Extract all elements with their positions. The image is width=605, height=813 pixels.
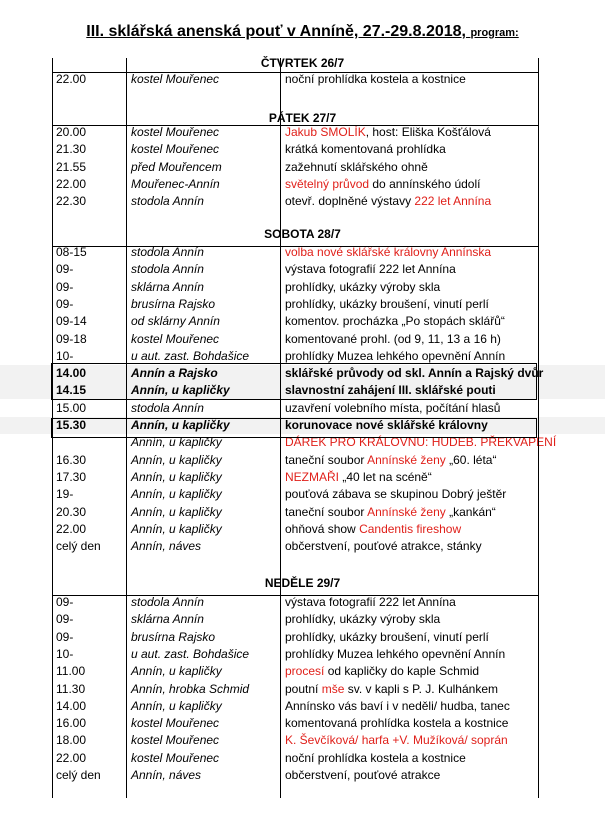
event-text: do annínského údolí [369, 176, 481, 191]
row-event [285, 504, 496, 521]
row-event [285, 486, 506, 503]
row-place: kostel Mouřenec [131, 72, 220, 86]
row-event [285, 331, 501, 348]
row-time: 15.00 [56, 400, 87, 415]
event-text: otevř. doplněné výstavy [285, 194, 415, 209]
row-event [285, 71, 466, 88]
schedule-row [0, 594, 605, 611]
row-event [285, 611, 440, 628]
row-event [285, 261, 456, 278]
event-highlight-text: NEZMAŘI [285, 469, 339, 484]
row-time: 10- [56, 646, 74, 661]
document-title [0, 23, 605, 41]
row-place: Annín, u kapličky [131, 698, 222, 713]
schedule-row [0, 732, 605, 749]
row-place: Annín, náves [131, 539, 202, 554]
event-text: uzavření volebního místa, počítání hlasů [285, 400, 501, 415]
event-text: „60. léta“ [445, 452, 497, 467]
schedule-row [0, 715, 605, 732]
row-event [285, 124, 491, 141]
schedule-row [0, 124, 605, 141]
schedule-row [0, 176, 605, 193]
row-place: sklárna Annín [131, 279, 204, 294]
event-highlight-text: volba nové sklářské královny Annínska [285, 245, 492, 259]
schedule-row [0, 296, 605, 313]
event-highlight-text: K. Ševčíková/ harfa +V. Mužíková/ soprán [285, 733, 508, 748]
separator-line [52, 246, 538, 247]
event-text: občerstvení, pouťové atrakce, stánky [285, 539, 482, 554]
row-time: 22.00 [56, 176, 87, 191]
event-highlight-text: Jakub SMOLÍK [285, 125, 366, 139]
row-time: 19- [56, 487, 74, 502]
separator-line [52, 595, 538, 596]
row-time: 14.00 [56, 698, 87, 713]
event-text: prohlídky, ukázky broušení, vinutí perlí [285, 296, 489, 311]
row-place: stodola Annín [131, 194, 204, 209]
event-text: poutní [285, 681, 322, 696]
schedule-row [0, 452, 605, 469]
row-place: kostel Mouřenec [131, 142, 220, 157]
row-place: Annín, u kapličky [131, 452, 222, 467]
event-highlight-text: DÁREK PRO KRÁLOVNU: HUDEB. PŘEKVAPENÍ [285, 435, 557, 450]
day-heading: ČTVRTEK 26/7 [260, 56, 345, 70]
row-event [285, 296, 489, 313]
schedule-row [0, 469, 605, 486]
row-time: 09- [56, 296, 74, 311]
event-highlight-text: mše [321, 681, 345, 696]
schedule-row [0, 279, 605, 296]
row-event [285, 141, 446, 158]
schedule-row [0, 159, 605, 176]
row-time: 09- [56, 629, 74, 644]
schedule-row [0, 767, 605, 784]
row-time: 09- [56, 279, 74, 294]
event-highlight-text: Annínské ženy [367, 504, 446, 519]
event-text: od kapličky do kaple Schmid [324, 664, 480, 679]
row-place: u aut. zast. Bohdašice [131, 646, 250, 661]
row-place: u aut. zast. Bohdašice [131, 348, 250, 363]
day-heading: SOBOTA 28/7 [264, 227, 341, 241]
row-place: kostel Mouřenec [131, 733, 220, 748]
row-time: celý den [56, 539, 101, 554]
row-event [285, 646, 505, 663]
event-text: pouťová zábava se skupinou Dobrý ještěr [285, 487, 507, 502]
row-event [285, 400, 500, 417]
row-place: Annín, u kapličky [131, 664, 222, 679]
row-place: Annín, u kapličky [131, 487, 222, 502]
title-suffix: program: [470, 27, 519, 39]
row-time: 09- [56, 612, 74, 627]
event-text: „40 let na scéně“ [339, 469, 432, 484]
row-event [285, 715, 508, 732]
event-highlight-text: Annínské ženy [367, 452, 446, 467]
row-place: před Mouřencem [131, 159, 222, 174]
schedule-row [0, 486, 605, 503]
row-place: Annín, hrobka Schmid [131, 681, 250, 696]
row-time: 16.00 [56, 716, 87, 731]
row-time: 10- [56, 348, 74, 363]
row-event [285, 629, 489, 646]
row-event [285, 193, 491, 210]
schedule-row [0, 71, 605, 88]
row-place: stodola Annín [131, 595, 204, 609]
row-place: od sklárny Annín [131, 314, 220, 329]
event-text: korunovace nové sklářské královny [285, 418, 488, 432]
column-divider [538, 58, 539, 798]
row-place: stodola Annín [131, 262, 204, 277]
row-place: Annín a Rajsko [131, 366, 218, 381]
row-event [285, 732, 508, 749]
separator-line [52, 125, 538, 126]
schedule-row [0, 141, 605, 158]
event-text: sv. v kapli s P. J. Kulhánkem [344, 681, 498, 696]
event-text: noční prohlídka kostela a kostnice [285, 72, 466, 86]
event-highlight-text: světelný průvod [285, 176, 370, 191]
row-place: Annín, náves [131, 768, 202, 782]
row-time: 08-15 [56, 245, 87, 259]
row-event [285, 452, 496, 469]
event-text: komentované prohl. (od 9, 11, 13 a 16 h) [285, 331, 501, 346]
highlight-box [51, 418, 537, 438]
row-time: 14.15 [56, 383, 87, 398]
row-time: 11.30 [56, 681, 86, 696]
row-time: 15.30 [56, 418, 87, 432]
row-place: Mouřenec-Annín [131, 176, 220, 191]
column-divider [280, 58, 281, 798]
event-text: krátká komentovaná prohlídka [285, 142, 446, 157]
event-text: slavnostní zahájení III. sklářské pouti [285, 383, 496, 398]
row-place: kostel Mouřenec [131, 716, 220, 731]
row-event [285, 176, 480, 193]
row-place: stodola Annín [131, 245, 204, 259]
event-text: občerstvení, pouťové atrakce [285, 768, 441, 782]
event-text: prohlídky, ukázky výroby skla [285, 279, 441, 294]
row-time: 11.00 [56, 664, 86, 679]
schedule-row [0, 681, 605, 698]
row-place: kostel Mouřenec [131, 331, 220, 346]
schedule-row [0, 400, 605, 417]
row-event [285, 750, 466, 767]
schedule-row [0, 521, 605, 538]
event-text: Annínsko vás baví i v neděli/ hudba, tanec [285, 698, 510, 713]
event-highlight-text: Candentis fireshow [359, 521, 462, 536]
row-time: 21.30 [56, 142, 87, 157]
row-time: 20.00 [56, 125, 87, 139]
row-event [285, 698, 510, 715]
row-place: kostel Mouřenec [131, 750, 220, 765]
row-place: Annín, u kapličky [131, 504, 222, 519]
day-heading: NEDĚLE 29/7 [264, 576, 341, 590]
event-text: noční prohlídka kostela a kostnice [285, 750, 466, 765]
row-event [285, 767, 440, 784]
row-event [285, 279, 440, 296]
event-text: taneční soubor [285, 504, 368, 519]
event-text: prohlídky Muzea lehkého opevnění Annín [285, 646, 506, 661]
row-place: kostel Mouřenec [131, 125, 220, 139]
schedule-row [0, 504, 605, 521]
event-text: prohlídky, ukázky výroby skla [285, 612, 441, 627]
schedule-row [0, 646, 605, 663]
title-text: III. sklářská anenská pouť v Anníně, 27.-29.8.2018, [86, 23, 466, 40]
row-time: 17.30 [56, 469, 87, 484]
row-time: 21.55 [56, 159, 87, 174]
schedule-row [0, 331, 605, 348]
highlight-box [51, 363, 537, 400]
row-time: 14.00 [56, 366, 87, 381]
row-place: Annín, u kapličky [131, 418, 230, 432]
row-time: 22.00 [56, 72, 87, 86]
event-highlight-text: 222 let Annína [414, 194, 492, 209]
row-event [285, 469, 432, 486]
row-place: brusírna Rajsko [131, 629, 216, 644]
event-highlight-text: procesí [285, 664, 325, 679]
row-time: 20.30 [56, 504, 87, 519]
row-time: 16.30 [56, 452, 87, 467]
row-time: 18.00 [56, 733, 87, 748]
row-place: stodola Annín [131, 400, 204, 415]
row-time: celý den [56, 768, 101, 782]
event-text: výstava fotografií 222 let Annína [285, 262, 456, 277]
row-event [285, 538, 482, 555]
event-text: ohňová show [285, 521, 360, 536]
schedule-row [0, 698, 605, 715]
row-event [285, 681, 498, 698]
schedule-row [0, 750, 605, 767]
row-place: Annín, u kapličky [131, 383, 230, 398]
row-time: 22.00 [56, 750, 87, 765]
row-time: 22.00 [56, 521, 87, 536]
schedule-row [0, 261, 605, 278]
column-divider [126, 58, 127, 798]
column-divider [52, 58, 53, 798]
event-text: prohlídky Muzea lehkého opevnění Annín [285, 348, 506, 363]
row-event [285, 159, 428, 176]
event-text: komentov. procházka „Po stopách sklářů“ [285, 314, 505, 329]
row-place: sklárna Annín [131, 612, 204, 627]
schedule-row [0, 193, 605, 210]
row-time: 09-18 [56, 331, 87, 346]
row-time: 09-14 [56, 314, 87, 329]
event-text: prohlídky, ukázky broušení, vinutí perlí [285, 629, 489, 644]
event-text: „kankán“ [445, 504, 496, 519]
row-time: 22.30 [56, 194, 87, 209]
event-text: výstava fotografií 222 let Annína [285, 595, 456, 609]
event-text: zažehnutí sklářského ohně [285, 159, 428, 174]
separator-line [52, 72, 538, 73]
day-heading: PÁTEK 27/7 [268, 111, 337, 125]
row-time: 09- [56, 262, 74, 277]
schedule-row [0, 629, 605, 646]
row-place: brusírna Rajsko [131, 296, 216, 311]
row-time: 09- [56, 595, 74, 609]
schedule-row [0, 663, 605, 680]
row-event [285, 663, 479, 680]
row-place: Annín, u kapličky [131, 469, 222, 484]
event-text: sklářské průvody od skl. Annín a Rajský dvůr [285, 366, 544, 381]
event-text: taneční soubor [285, 452, 368, 467]
row-event [285, 313, 505, 330]
schedule-row [0, 313, 605, 330]
schedule-row [0, 611, 605, 628]
event-text: komentovaná prohlídka kostela a kostnice [285, 716, 509, 731]
row-event [285, 594, 456, 611]
schedule-row [0, 538, 605, 555]
event-text: , host: Eliška Košťálová [365, 125, 491, 139]
row-place: Annín, u kapličky [131, 435, 222, 450]
row-event [285, 521, 461, 538]
row-place: Annín, u kapličky [131, 521, 222, 536]
